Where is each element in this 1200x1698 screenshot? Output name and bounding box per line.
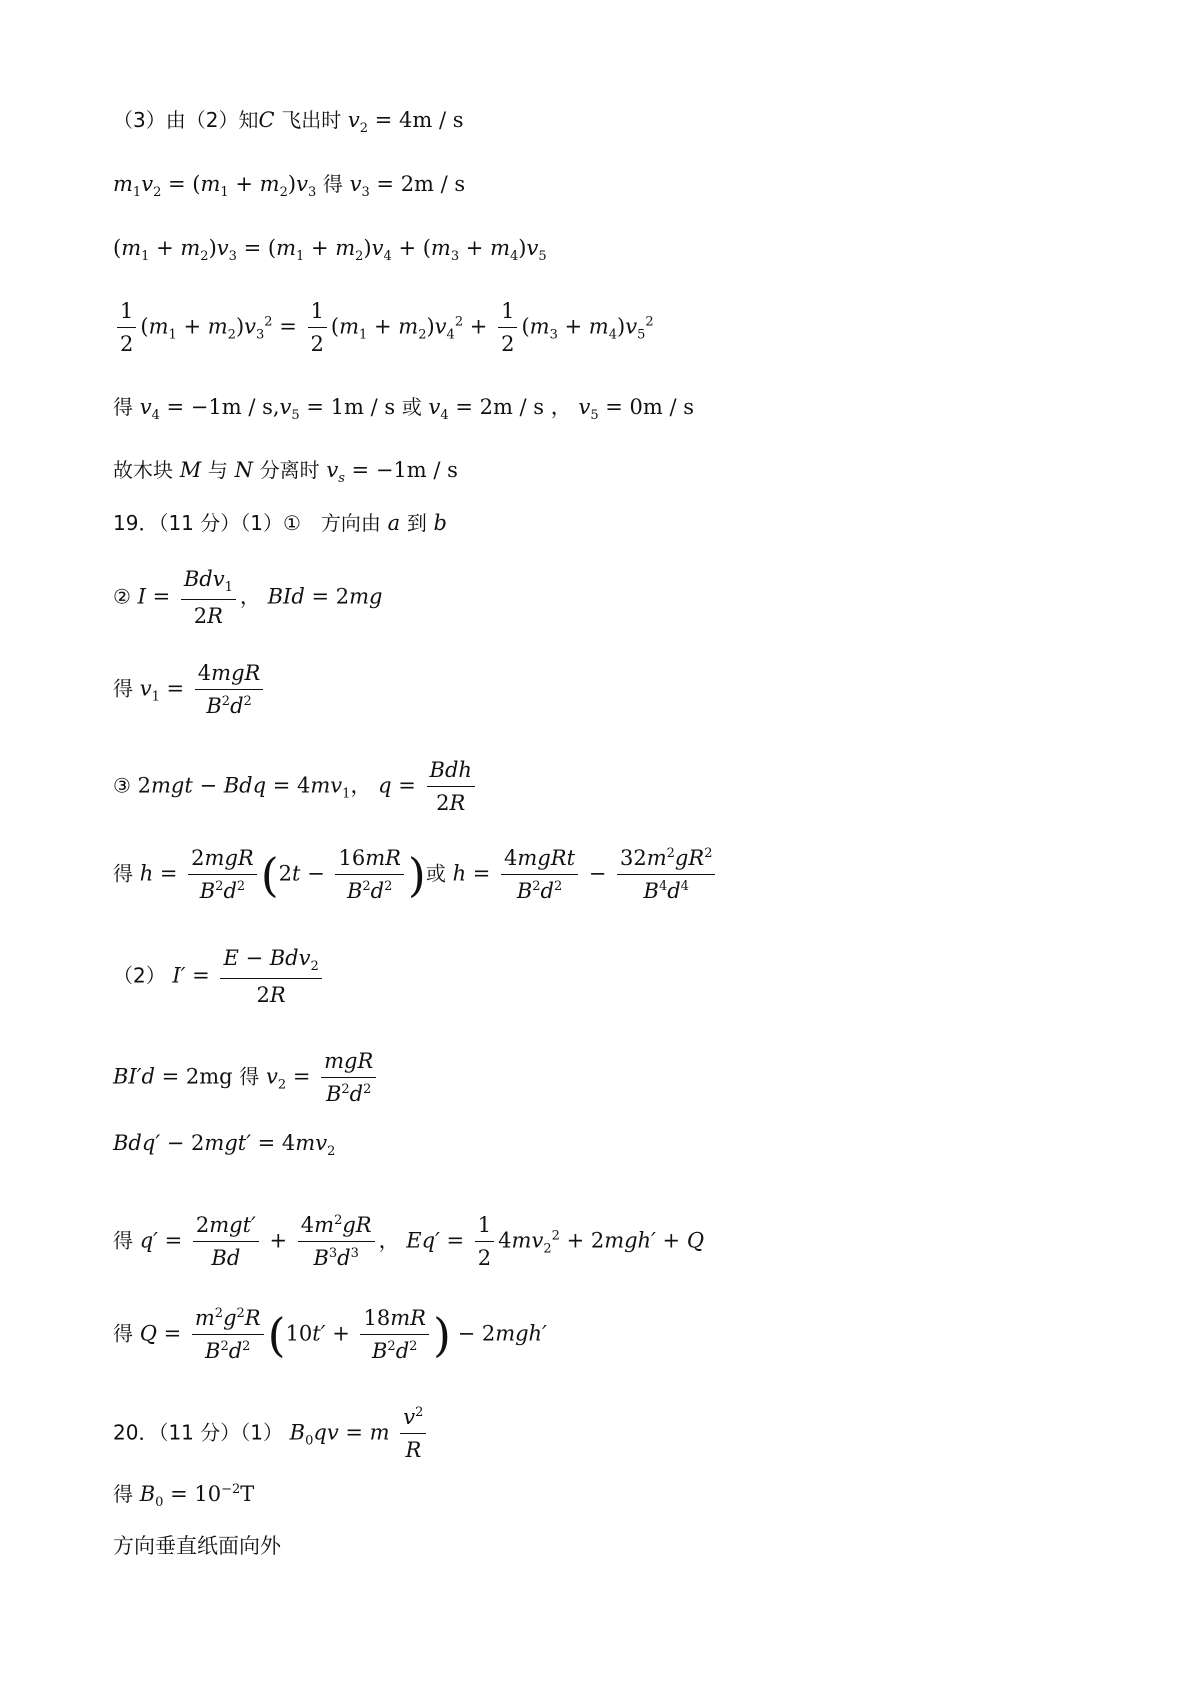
line-16: 得 Q = $\frac{m^2g^2R}{B^2d^2}$ (10t′ + $\frac{18mR}{B^2d^2}$ ) − 2mgh′ bbox=[113, 1306, 547, 1364]
line-9: 得 $v_1$ = $\frac{\text{4mgR}}{B^2d^2}$ bbox=[113, 660, 267, 720]
line-12: （2） I′ = $\frac{E - Bdv_2}{2R}$ bbox=[113, 945, 326, 1009]
line-6: 故木块 M 与 N 分离时 $v_s = -1m / s$ bbox=[113, 458, 458, 487]
line-7: 19．（11 分）（1）① 方向由 a 到 b bbox=[113, 511, 447, 535]
line-1: （3）由（2）知C 飞出时 $v_2 = 4m / s$ bbox=[113, 108, 464, 137]
line-5: 得 $v_4 = -1m / s,v_5 = 1m / s$ 或 $v_4 = 2m / s$ ， $v_5 = 0m / s$ bbox=[113, 395, 695, 424]
line-2: $m_1v_2 = (m_1 + m_2)v_3$ 得 $v_3 = 2m / s$ bbox=[113, 172, 466, 201]
line-19: 方向垂直纸面向外 bbox=[113, 1534, 281, 1558]
line-3: $(m_1 + m_2)v_3 = (m_1 + m_2)v_4 + (m_3 + m_4)v_5$ bbox=[113, 236, 547, 265]
line-15: 得 q′ = $\frac{\text{2mgt′}}{Bd}$ + $\frac{4m^2gR}{B^3d^3}$ ， Eq′ = $\frac{1}{2}$ $4mv_2^2 + 2mgh' + Q$ bbox=[113, 1213, 705, 1271]
line-13: BI′d = 2mg 得 $v_2$ = $\frac{\text{mgR}}{B^2d^2}$ bbox=[113, 1048, 380, 1108]
line-4: $\frac{1}{2}$ $(m_1 + m_2)v_3^2$ = $\frac{1}{2}$ $(m_1 + m_2)v_4^2$ + $\frac{1}{2}$ $(m_3 + m_4)v_5^2$ bbox=[113, 298, 654, 358]
line-17: 20．（11 分）（1） $B_0qv = m$ $\frac{v^2}{R}$ bbox=[113, 1404, 430, 1464]
line-14: $Bdq' - 2mgt' = 4mv_2$ bbox=[113, 1131, 336, 1160]
line-18: 得 $B_0 = 10^{-2}T$ bbox=[113, 1482, 255, 1511]
line-8: ② I = $\frac{Bdv_1}{2R}$ ， BId = 2mg bbox=[113, 567, 383, 629]
line-11: 得 h = $\frac{\text{2mgR}}{B^2d^2}$ (2t − $\frac{16mR}{B^2d^2}$ )或 h = $\frac{\text{4mgRt}}{B^2d^2}$ − $\frac{32m^2gR^2}{B^4d^4}$ bbox=[113, 845, 719, 905]
line-10: ③ 2mgt − Bdq = $4mv_1$， q = $\frac{\text{Bdh}}{2R}$ bbox=[113, 757, 479, 817]
